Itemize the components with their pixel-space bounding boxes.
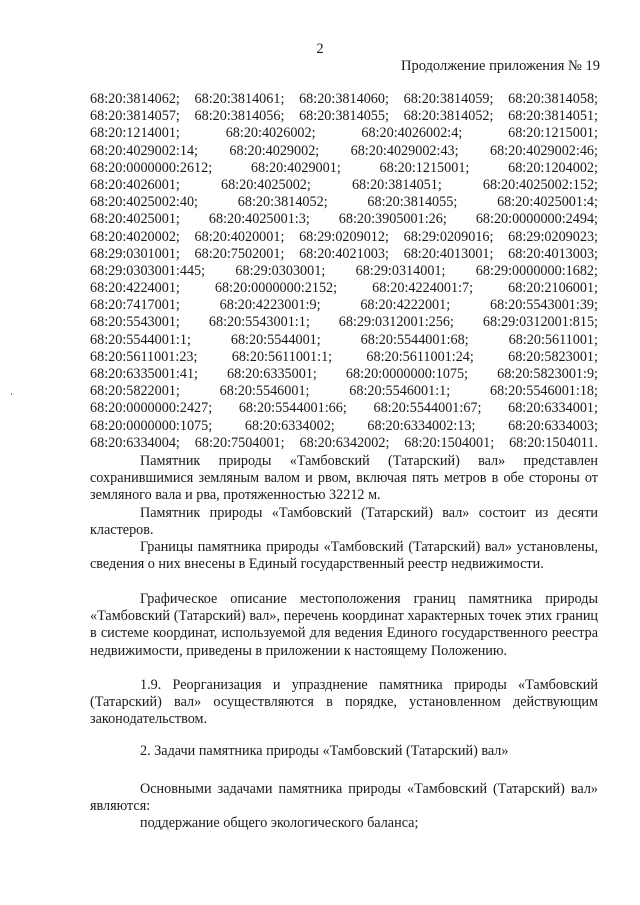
appendix-continuation-note: Продолжение приложения № 19 xyxy=(401,58,600,74)
cadastral-number: 68:20:5544001:68; xyxy=(360,331,469,348)
cadastral-number: 68:20:3814055; xyxy=(367,194,458,211)
cadastral-number: 68:20:3814051; xyxy=(508,108,598,125)
cadastral-number: 68:20:3814052; xyxy=(237,194,328,211)
cadastral-line xyxy=(90,400,598,417)
cadastral-number: 68:20:1215001; xyxy=(508,125,598,142)
cadastral-number: 68:20:6335001:41; xyxy=(90,366,198,382)
cadastral-number: 68:20:6334003; xyxy=(508,417,598,434)
cadastral-number: 68:20:1214001; xyxy=(90,125,180,142)
cadastral-number: 68:20:5611001:24; xyxy=(366,348,474,365)
section-heading: 2. Задачи памятника природы «Тамбовский (Татарский) вал» xyxy=(140,743,509,759)
cadastral-number: 68:29:0209012; xyxy=(299,228,389,245)
cadastral-number: 68:20:3814062; xyxy=(90,91,180,107)
cadastral-number: 68:20:3905001:26; xyxy=(338,211,447,228)
cadastral-number: 68:20:4224001; xyxy=(90,280,180,297)
cadastral-number-list xyxy=(90,91,598,452)
cadastral-number: 68:20:7417001; xyxy=(90,297,180,314)
cadastral-number: 68:20:4025001; xyxy=(90,211,180,228)
cadastral-number: 68:20:5546001:1; xyxy=(349,383,451,400)
cadastral-number: 68:29:0314001; xyxy=(355,262,446,279)
cadastral-line xyxy=(90,160,598,177)
cadastral-number: 68:20:3814052; xyxy=(403,108,494,125)
cadastral-number: 68:20:5611001; xyxy=(508,331,598,348)
cadastral-number: 68:20:3814057; xyxy=(90,108,180,125)
cadastral-number: 68:20:5544001:67; xyxy=(373,400,482,417)
cadastral-number: 68:20:5546001; xyxy=(219,383,310,400)
cadastral-number: 68:20:4029002:46; xyxy=(489,142,598,159)
cadastral-number: 68:20:0000000:1075; xyxy=(345,366,469,382)
paragraph-boundaries xyxy=(90,539,598,573)
scan-margin-mark xyxy=(11,393,12,395)
cadastral-line xyxy=(90,194,598,211)
cadastral-number: 68:29:0312001:815; xyxy=(482,314,598,331)
cadastral-line xyxy=(90,332,598,349)
cadastral-number: 68:20:4025001:3; xyxy=(208,211,310,228)
cadastral-number: 68:29:0303001:445; xyxy=(90,262,206,279)
cadastral-line xyxy=(90,246,598,263)
paragraph-task-item xyxy=(140,815,600,832)
cadastral-number: 68:20:4029002:43; xyxy=(350,142,459,159)
cadastral-number: 68:20:1215001; xyxy=(379,159,470,176)
cadastral-number: 68:20:3814055; xyxy=(299,108,389,125)
cadastral-number: 68:20:6334004; xyxy=(90,434,180,451)
cadastral-number: 68:20:3814056; xyxy=(194,108,285,125)
cadastral-number: 68:20:4029001; xyxy=(250,159,341,176)
cadastral-line xyxy=(90,349,598,366)
paragraph-text: Границы памятника природы «Тамбовский (Татарский) вал» установлены, сведения о них внесены в Единый государственный реестр недвижимости. xyxy=(90,539,598,573)
page-number: 2 xyxy=(316,41,324,57)
paragraph-text: 1.9. Реорганизация и упразднение памятника природы «Тамбовский (Татарский) вал» осуществляются в порядке, установленном действующим законодательством. xyxy=(90,677,598,728)
cadastral-number: 68:20:5543001:1; xyxy=(208,314,310,331)
cadastral-number: 68:20:4223001:9; xyxy=(219,297,321,314)
cadastral-line xyxy=(90,108,598,125)
paragraph-text: Графическое описание местоположения границ памятника природы «Тамбовский (Татарский) вал», перечень координат характерных точек этих границ в системе координат, используемой для ведения Единого государственного реестра недвижимости, приведены в приложении к настоящему Положению. xyxy=(90,591,598,659)
cadastral-number: 68:20:5611001:23; xyxy=(90,348,198,365)
cadastral-line xyxy=(90,280,598,297)
cadastral-number: 68:20:5823001:9; xyxy=(497,366,598,382)
paragraph-text: поддержание общего экологического баланса; xyxy=(140,815,419,831)
cadastral-number: 68:20:4025001:4; xyxy=(497,194,598,211)
cadastral-number: 68:20:0000000:2427; xyxy=(90,400,213,417)
cadastral-number: 68:20:5544001:66; xyxy=(238,400,347,417)
cadastral-line xyxy=(90,143,598,160)
cadastral-number: 68:20:4013001; xyxy=(403,245,494,262)
paragraph-text: Основными задачами памятника природы «Тамбовский (Татарский) вал» являются: xyxy=(90,781,598,815)
cadastral-number: 68:20:0000000:2152; xyxy=(214,280,338,297)
paragraph-reorganization xyxy=(90,677,598,729)
cadastral-number: 68:20:0000000:2612; xyxy=(90,159,213,176)
cadastral-number: 68:20:4224001:7; xyxy=(372,280,474,297)
paragraph-main-tasks xyxy=(90,781,598,815)
cadastral-number: 68:20:3814059; xyxy=(403,91,494,107)
cadastral-line xyxy=(90,177,598,194)
cadastral-number: 68:20:4025002:152; xyxy=(482,176,598,193)
cadastral-number: 68:29:0312001:256; xyxy=(338,314,454,331)
cadastral-number: 68:20:5544001:1; xyxy=(90,331,191,348)
cadastral-number: 68:20:5611001:1; xyxy=(231,348,333,365)
cadastral-number: 68:20:1204002; xyxy=(508,159,598,176)
cadastral-number: 68:20:4029002; xyxy=(229,142,320,159)
paragraph-text: Памятник природы «Тамбовский (Татарский) вал» состоит из десяти кластеров. xyxy=(90,505,598,539)
cadastral-line xyxy=(90,263,598,280)
cadastral-number: 68:20:4026002:4; xyxy=(361,125,463,142)
cadastral-number: 68:20:6334001; xyxy=(508,400,598,417)
cadastral-line xyxy=(90,383,598,400)
cadastral-line xyxy=(90,418,598,435)
cadastral-number: 68:20:4021003; xyxy=(299,245,389,262)
cadastral-number: 68:20:4013003; xyxy=(508,245,598,262)
cadastral-number: 68:20:6335001; xyxy=(227,366,317,382)
cadastral-number: 68:20:6342002; xyxy=(299,434,390,451)
cadastral-number: 68:20:2106001; xyxy=(508,280,598,297)
cadastral-number: 68:20:5543001; xyxy=(90,314,180,331)
cadastral-line xyxy=(90,211,598,228)
paragraph-graphic-description xyxy=(90,591,598,660)
cadastral-number: 68:20:0000000:2494; xyxy=(475,211,598,228)
cadastral-number: 68:20:5544001; xyxy=(230,331,321,348)
paragraph-monument-description xyxy=(90,453,598,505)
cadastral-number: 68:20:5546001:18; xyxy=(489,383,598,400)
cadastral-number: 68:20:4029002:14; xyxy=(90,142,198,159)
cadastral-number: 68:29:0209023; xyxy=(508,228,598,245)
cadastral-number: 68:20:4222001; xyxy=(360,297,451,314)
cadastral-number: 68:20:4020001; xyxy=(194,228,285,245)
cadastral-number: 68:20:6334002; xyxy=(244,417,335,434)
cadastral-line xyxy=(90,366,598,383)
cadastral-line xyxy=(90,125,598,142)
cadastral-number: 68:20:4026001; xyxy=(90,176,180,193)
cadastral-line xyxy=(90,314,598,331)
cadastral-number: 68:20:3814060; xyxy=(299,91,389,107)
cadastral-number: 68:20:1504011. xyxy=(509,434,598,451)
cadastral-number: 68:20:4026002; xyxy=(225,125,316,142)
cadastral-line xyxy=(90,297,598,314)
cadastral-line xyxy=(90,229,598,246)
cadastral-number: 68:20:3814051; xyxy=(351,176,442,193)
cadastral-line xyxy=(90,91,598,108)
cadastral-number: 68:20:4025002:40; xyxy=(90,194,198,211)
cadastral-number: 68:29:0000000:1682; xyxy=(475,262,598,279)
cadastral-number: 68:20:1504001; xyxy=(404,434,495,451)
paragraph-clusters xyxy=(90,505,598,539)
cadastral-number: 68:20:3814061; xyxy=(194,91,285,107)
cadastral-number: 68:20:4020002; xyxy=(90,228,180,245)
cadastral-number: 68:29:0303001; xyxy=(235,262,326,279)
paragraph-text: Памятник природы «Тамбовский (Татарский) вал» представлен сохранившимися земляным валом и рвом, включая пять метров в обе стороны от земляного вала и рва, протяженностью 32212 м. xyxy=(90,453,598,504)
cadastral-number: 68:20:0000000:1075; xyxy=(90,417,213,434)
cadastral-number: 68:20:5543001:39; xyxy=(489,297,598,314)
cadastral-number: 68:20:3814058; xyxy=(508,91,598,107)
cadastral-number: 68:20:5822001; xyxy=(90,383,180,400)
cadastral-number: 68:20:5823001; xyxy=(508,348,598,365)
cadastral-number: 68:29:0301001; xyxy=(90,245,180,262)
cadastral-number: 68:20:7502001; xyxy=(194,245,285,262)
cadastral-number: 68:20:4025002; xyxy=(220,176,311,193)
cadastral-number: 68:20:6334002:13; xyxy=(367,417,476,434)
cadastral-line xyxy=(90,435,598,452)
cadastral-number: 68:29:0209016; xyxy=(403,228,494,245)
cadastral-number: 68:20:7504001; xyxy=(194,434,285,451)
